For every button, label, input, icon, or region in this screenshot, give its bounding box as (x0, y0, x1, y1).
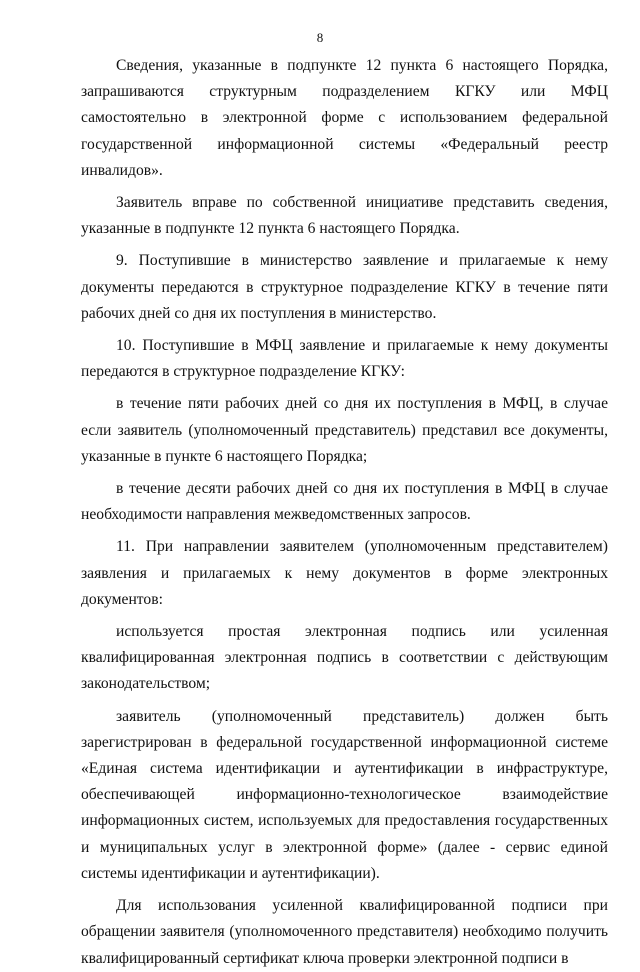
paragraph-applicant-initiative: Заявитель вправе по собственной инициативе представить сведения, указанные в подпункте 12 пункта 6 настоящего Порядка. (81, 194, 608, 238)
page-number: 8 (316, 30, 324, 45)
paragraph-qualified-signature: Для использования усиленной квалифицированной подписи при обращении заявителя (уполномоченного представителя) необходимо получить квалифицированный сертификат ключа проверки электронной подписи в (81, 897, 608, 967)
paragraph-item-10-five-days: в течение пяти рабочих дней со дня их поступления в МФЦ, в случае если заявитель (уполномоченный представитель) представил все документы, указанные в пункте 6 настоящего Порядка; (81, 395, 608, 465)
paragraph-item-11-registration: заявитель (уполномоченный представитель) должен быть зарегистрирован в федеральной государственной информационной системе «Единая система идентификации и аутентификации в инфраструктуре, обеспечивающей информационно-технологическое взаимодействие информационных систем, используемых для предоставления государственных и муниципальных услуг в электронной форме» (далее - сервис единой системы идентификации и аутентификации). (81, 707, 608, 882)
paragraph-item-9: 9. Поступившие в министерство заявление и прилагаемые к нему документы передаются в структурное подразделение КГКУ в течение пяти рабочих дней со дня их поступления в министерство. (81, 252, 608, 322)
paragraph-item-10: 10. Поступившие в МФЦ заявление и прилагаемые к нему документы передаются в структурное подразделение КГКУ: (81, 337, 608, 381)
document-body (81, 53, 608, 972)
paragraph-item-10-ten-days: в течение десяти рабочих дней со дня их поступления в МФЦ в случае необходимости направления межведомственных запросов. (81, 480, 608, 524)
paragraph-info-request: Сведения, указанные в подпункте 12 пункта 6 настоящего Порядка, запрашиваются структурным подразделением КГКУ или МФЦ самостоятельно в электронной форме с использованием федеральной государственной информационной системы «Федеральный реестр инвалидов». (81, 57, 608, 179)
paragraph-item-11-signature: используется простая электронная подпись или усиленная квалифицированная электронная подпись в соответствии с действующим законодательством; (81, 623, 608, 693)
paragraph-item-11: 11. При направлении заявителем (уполномоченным представителем) заявления и прилагаемых к нему документов в форме электронных документов: (81, 538, 608, 608)
